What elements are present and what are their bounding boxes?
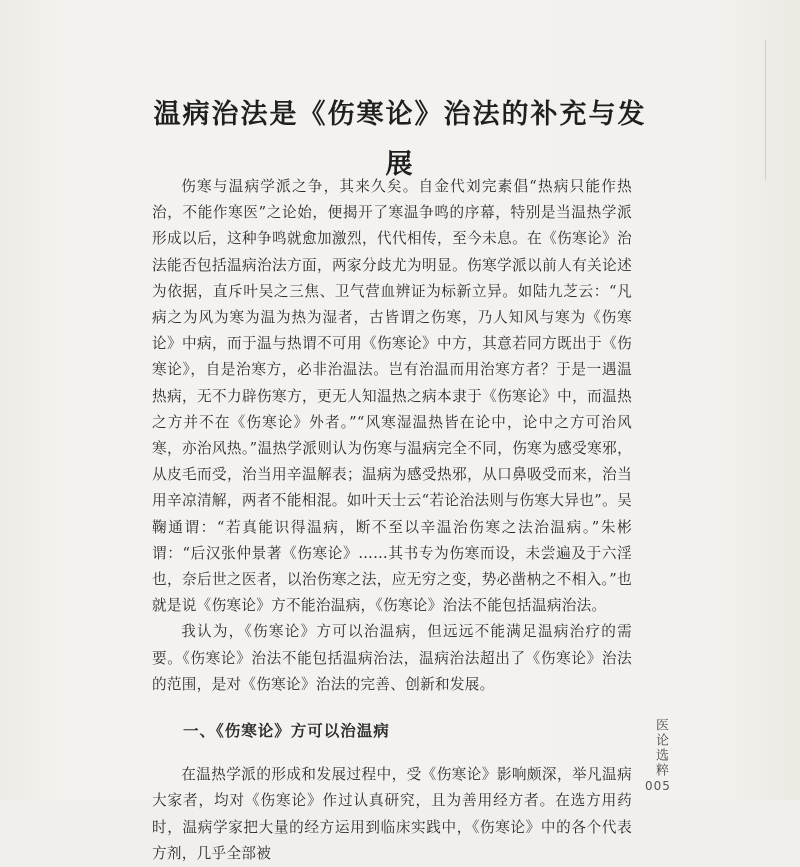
chapter-title: 温病治法是《伤寒论》治法的补充与发展 xyxy=(153,99,647,180)
side-section-label: 医论选粹 xyxy=(653,718,668,778)
body-text xyxy=(152,174,632,867)
paragraph-2: 我认为，《伤寒论》方可以治温病，但远远不能满足温病治疗的需要。《伤寒论》治法不能包括温病治法，温病治法超出了《伤寒论》治法的范围，是对《伤寒论》治法的完善、创新和发展。 xyxy=(152,623,632,693)
section-paragraph: 在温热学派的形成和发展过程中，受《伤寒论》影响颇深，举凡温病大家者，均对《伤寒论》作过认真研究，且为善用经方者。在选方用药时，温病学家把大量的经方运用到临床实践中，《伤寒论》中的各个代表方剂，几乎全部被 xyxy=(152,766,632,862)
page-edge-mark xyxy=(755,40,766,180)
page-number: 005 xyxy=(645,779,671,793)
paragraph-1: 伤寒与温病学派之争，其来久矣。自金代刘完素倡“热病只能作热治，不能作寒医”之论始，便揭开了寒温争鸣的序幕，特别是当温热学派形成以后，这种争鸣就愈加激烈，代代相传，至今未息。在《伤寒论》治法能否包括温病治法方面，两家分歧尤为明显。伤寒学派以前人有关论述为依据，直斥叶吴之三焦、卫气营血辨证为标新立异。如陆九芝云：“凡病之为风为寒为温为热为湿者，古皆谓之伤寒，乃人知风与寒为《伤寒论》中病，而于温与热谓不可用《伤寒论》中方，其意若同方既出于《伤寒论》，自是治寒方，必非治温法。岂有治温而用治寒方者？于是一遇温热病，无不力辟伤寒方，更无人知温热之病本隶于《伤寒论》中，而温热之方并不在《伤寒论》外者。”“风寒湿温热皆在论中，论中之方可治风寒，亦治风热。”温热学派则认为伤寒与温病完全不同，伤寒为感受寒邪，从皮毛而受，治当用辛温解表；温病为感受热邪，从口鼻吸受而来，治当用辛凉清解，两者不能相混。如叶天士云“若论治法则与伤寒大异也”。吴鞠通谓：“若真能识得温病，断不至以辛温治伤寒之法治温病。”朱彬谓：“后汉张仲景著《伤寒论》……其书专为伤寒而设，未尝遍及于六淫也，奈后世之医者，以治伤寒之法，应无穷之变，势必凿枘之不相入。”也就是说《伤寒论》方不能治温病，《伤寒论》治法不能包括温病治法。 xyxy=(152,178,632,615)
section-heading: 一、《伤寒论》方可以治温病 xyxy=(183,721,390,741)
